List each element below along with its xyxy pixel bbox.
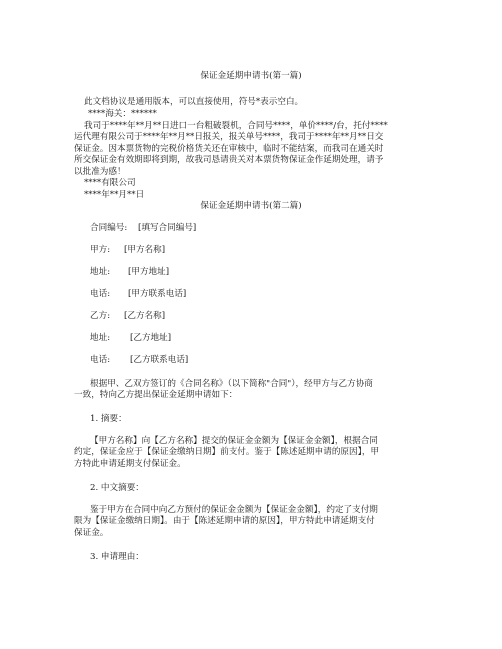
section2-line: 限为【保证金缴纳日期】。由于【陈述延期申请的原因】，甲方特此申请延期支付	[74, 516, 375, 527]
doc1-customs-addressee: ****海关：******	[88, 109, 157, 119]
field-label: 电话:	[90, 355, 111, 365]
doc2-title: 保证金延期申请书(第二篇)	[200, 201, 302, 211]
field-value: [乙方联系电话]	[130, 355, 189, 365]
field-party-b-address	[90, 333, 171, 344]
field-value: [填写合同编号]	[138, 223, 197, 233]
field-value: [乙方地址]	[130, 333, 172, 343]
field-label: 地址:	[90, 333, 111, 343]
doc1-body-line: 保证金。因本票货物的完税价格货关还在审核中，临时不能结案，而我司在通关时	[74, 143, 384, 154]
field-label: 甲方:	[90, 245, 111, 255]
doc1-body-line: 以批准为感！	[74, 166, 126, 177]
section1-body	[74, 436, 379, 470]
section2-heading: 2. 中文摘要：	[90, 483, 144, 493]
doc1-body-line: 所交保证金有效期即将到期，故我司恳请贵关对本票货物保证金作延期处理，请予	[74, 155, 384, 166]
doc1-title: 保证金延期申请书(第一篇)	[200, 71, 302, 81]
field-label: 电话:	[90, 289, 111, 299]
doc1-note: 此文档协议是通用版本，可以直接使用，符号*表示空白。	[84, 97, 304, 107]
field-label: 地址:	[90, 267, 111, 277]
doc2-intro-line: 一致，特向乙方提出保证金延期申请如下：	[74, 390, 238, 401]
section3-heading: 3. 申请理由：	[90, 552, 144, 562]
field-party-b-phone	[90, 355, 188, 366]
doc1-signature-date: ****年**月**日	[84, 190, 145, 200]
doc2-intro	[74, 379, 373, 402]
field-party-b-name	[90, 311, 165, 322]
field-contract-number	[90, 223, 196, 234]
section1-heading: 1. 摘要：	[90, 414, 127, 424]
field-party-a-address	[90, 267, 169, 278]
field-party-a-phone	[90, 289, 186, 300]
section2-line: 保证金。	[74, 527, 109, 538]
field-value: [甲方地址]	[128, 267, 170, 277]
section1-line: 约定，保证金应于【保证金缴纳日期】前支付。鉴于【陈述延期申请的原因】，甲	[74, 447, 380, 458]
doc1-signature-company: ****有限公司	[84, 178, 136, 188]
doc1-body	[74, 121, 388, 178]
doc1-body-line: 我司于****年**月**日进口一台粗破裂机，合同号****，单价****/台，托付****	[84, 121, 388, 131]
field-label: 合同编号:	[90, 223, 128, 233]
field-party-a-name	[90, 245, 165, 256]
field-value: [甲方名称]	[124, 245, 166, 255]
doc2-intro-line: 根据甲、乙双方签订的《合同名称》（以下简称"合同"），经甲方与乙方协商	[90, 379, 373, 389]
section2-body	[74, 505, 378, 539]
doc1-body-line: 运代理有限公司于****年**月**日报关，报关单号****，我司于****年**月**日交	[74, 132, 384, 143]
section1-line: 方特此申请延期支付保证金。	[74, 458, 186, 469]
section1-line: 【甲方名称】向【乙方名称】提交的保证金金额为【保证金金额】，根据合同	[90, 436, 378, 446]
field-value: [甲方联系电话]	[128, 289, 187, 299]
section2-line: 鉴于甲方在合同中向乙方预付的保证金金额为【保证金金额】，约定了支付期	[90, 505, 378, 515]
field-value: [乙方名称]	[124, 311, 166, 321]
field-label: 乙方:	[90, 311, 111, 321]
